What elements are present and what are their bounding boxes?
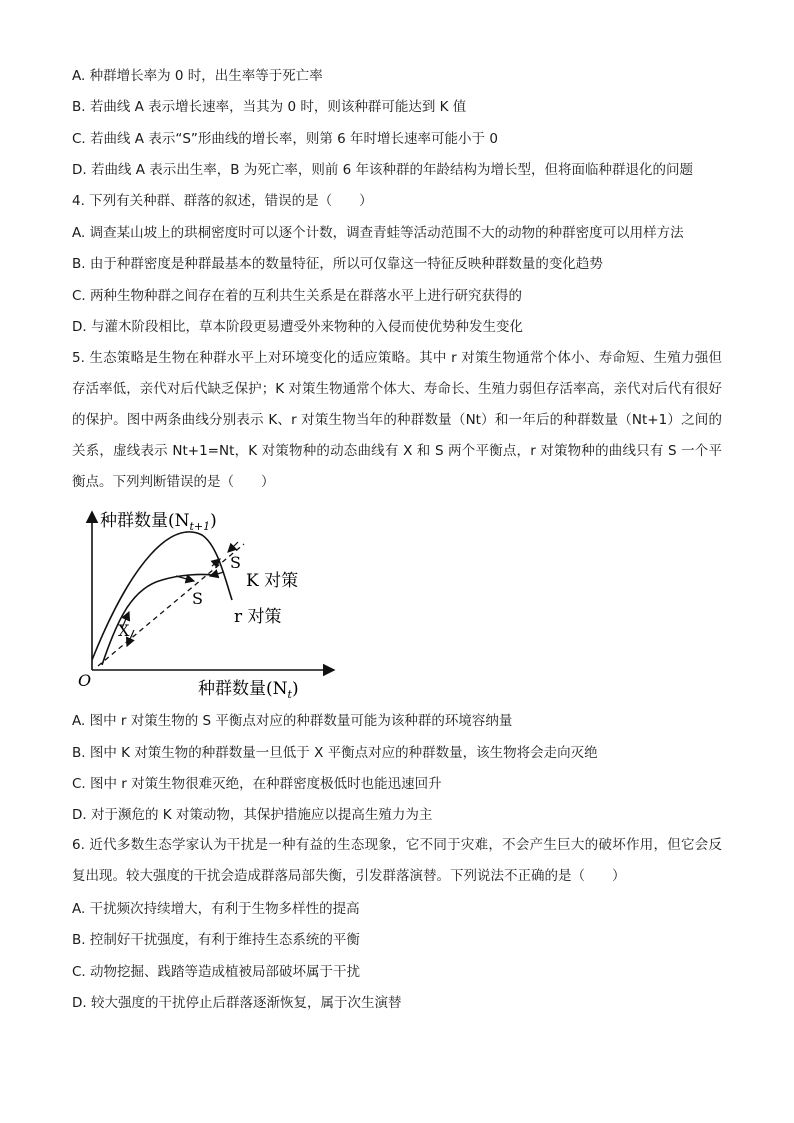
q4-option-b: B. 由于种群密度是种群最基本的数量特征，所以可仅靠这一特征反映种群数量的变化趋势 [72,256,603,272]
q5-option-a: A. 图中 r 对策生物的 S 平衡点对应的种群数量可能为该种群的环境容纳量 [72,713,513,729]
q4-stem: 4. 下列有关种群、群落的叙述，错误的是（ ） [72,193,373,209]
q5-figure-svg [72,500,342,700]
q5-option-d: D. 对于濒危的 K 对策动物，其保护措施应以提高生殖力为主 [72,807,433,823]
s-upper-label: S [230,553,241,572]
q5-figure [72,500,342,700]
q4-option-d: D. 与灌木阶段相比，草本阶段更易遭受外来物种的入侵而使优势种发生变化 [72,319,523,335]
r-strategy-label: r 对策 [234,607,282,627]
q6-option-d: D. 较大强度的干扰停止后群落逐渐恢复，属于次生演替 [72,995,402,1011]
q6-option-b: B. 控制好干扰强度，有利于维持生态系统的平衡 [72,932,360,948]
y-axis-label: 种群数量$(N_{t+1})$ [100,511,217,533]
x-axis-label: 种群数量$(N_t)$ [198,679,299,700]
origin-label: O [78,671,92,690]
q6-option-a: A. 干扰频次持续增大，有利于生物多样性的提高 [72,901,360,917]
s-arrow-left [176,576,194,581]
q6-option-c: C. 动物挖掘、践踏等造成植被局部破坏属于干扰 [72,964,361,980]
s-arrow-right [210,572,224,576]
s-lower-label: S [192,589,203,608]
q4-option-a: A. 调查某山坡上的珙桐密度时可以逐个计数，调查青蛙等活动范围不大的动物的种群密度可以用样方法 [72,225,684,241]
q5-option-b: B. 图中 K 对策生物的种群数量一旦低于 X 平衡点对应的种群数量，该生物将会走向灭绝 [72,745,598,761]
q3-option-a: A. 种群增长率为 0 时，出生率等于死亡率 [72,68,323,84]
q3-option-c: C. 若曲线 A 表示“S”形曲线的增长率，则第 6 年时增长速率可能小于 0 [72,131,498,147]
q5-option-c: C. 图中 r 对策生物很难灭绝，在种群密度极低时也能迅速回升 [72,776,442,792]
x-label: X [118,621,130,640]
r-strategy-curve [92,532,232,660]
identity-dashed-line [98,544,244,666]
q3-option-d: D. 若曲线 A 表示出生率，B 为死亡率，则前 6 年该种群的年龄结构为增长型，但将面临种群退化的问题 [72,162,694,178]
q6-stem: 6. 近代多数生态学家认为干扰是一种有益的生态现象，它不同于灾难，不会产生巨大的破坏作用，但它会反复出现。较大强度的干扰会造成群落局部失衡，引发群落演替。下列说法不正确的是（ ） [72,837,722,884]
k-strategy-label: K 对策 [246,571,299,591]
q3-option-b: B. 若曲线 A 表示增长速率，当其为 0 时，则该种群可能达到 K 值 [72,99,467,115]
q4-option-c: C. 两种生物种群之间存在着的互利共生关系是在群落水平上进行研究获得的 [72,288,523,304]
q5-stem: 5. 生态策略是生物在种群水平上对环境变化的适应策略。其中 r 对策生物通常个体小、寿命短、生殖力强但存活率低，亲代对后代缺乏保护；K 对策生物通常个体大、寿命长、生殖力弱但存活率高，亲代对后代有很好的保护。图中两条曲线分别表示 K、r 对策生物当年的种群数量（Nt）和一年后的种群数量（Nt+1）之间的关系，虚线表示 Nt+1=Nt，K 对策物种的动态曲线有 X 和 S 两个平衡点，r 对策物种的曲线只有 S 一个平衡点。下列判断错误的是（ ） [72,350,722,490]
